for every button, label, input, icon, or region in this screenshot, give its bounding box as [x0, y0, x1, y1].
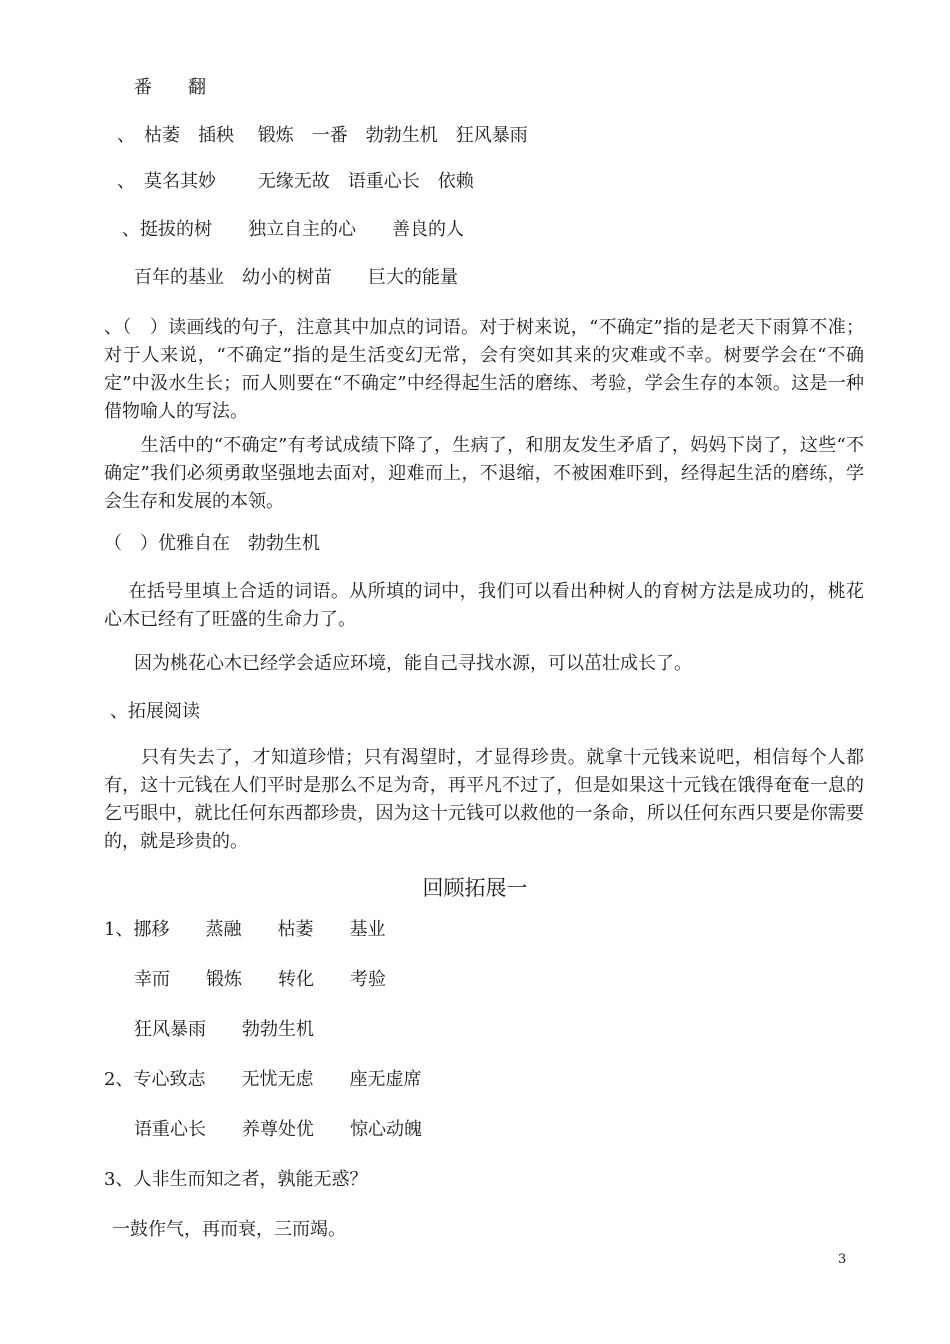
line-review-1: 1、挪移 蒸融 枯萎 基业 [104, 919, 386, 940]
line-phrases-2: 百年的基业 幼小的树苗 巨大的能量 [134, 267, 458, 288]
line-fan-fan: 番 翻 [134, 77, 206, 98]
paragraph-fill-brackets: 在括号里填上合适的词语。从所填的词中，我们可以看出种树人的育树方法是成功的，桃花心木已经有了旺盛的生命力了。 [104, 581, 864, 630]
line-review-2: 2、专心致志 无忧无虑 座无虚席 [104, 1069, 422, 1090]
line-vocab-1: 、 枯萎 插秧 锻炼 一番 勃勃生机 狂风暴雨 [117, 125, 528, 146]
line-review-3: 3、人非生而知之者，孰能无惑？ [104, 1169, 368, 1190]
line-phrases-1: 、挺拔的树 独立自主的心 善良的人 [122, 219, 464, 240]
line-vocab-2: 、 莫名其妙 无缘无故 语重心长 依赖 [117, 171, 474, 192]
page-number: 3 [838, 1252, 847, 1267]
paragraph-reading-analysis: 、（ ）读画线的句子，注意其中加点的词语。对于树来说，“不确定”指的是老天下雨算不准；对于人来说，“不确定”指的是生活变幻无常，会有突如其来的灾难或不幸。树要学会在“不确定”中汲水生长；而人则要在“不确定”中经得起生活的磨练、考验，学会生存的本领。这是一种借物喻人的写法。 [104, 317, 864, 422]
paragraph-uncertainty: 生活中的“不确定”有考试成绩下降了，生病了，和朋友发生矛盾了，妈妈下岗了，这些“不确定”我们必须勇敢坚强地去面对，迎难而上，不退缩，不被困难吓到，经得起生活的磨练，学会生存和发展的本领。 [104, 435, 864, 512]
line-review-2b: 语重心长 养尊处优 惊心动魄 [134, 1119, 422, 1140]
section-heading: 回顾拓展一 [422, 876, 528, 900]
line-extended-reading: 、拓展阅读 [110, 701, 200, 722]
line-review-1c: 狂风暴雨 勃勃生机 [134, 1019, 314, 1040]
line-review-3b: 一鼓作气，再而衰，三而竭。 [112, 1219, 346, 1240]
line-adapt: 因为桃花心木已经学会适应环境，能自己寻找水源，可以茁壮成长了。 [134, 653, 692, 674]
line-review-1b: 幸而 锻炼 转化 考验 [134, 969, 386, 990]
line-fill-words: （ ）优雅自在 勃勃生机 [104, 533, 320, 554]
paragraph-extended-reading: 只有失去了，才知道珍惜；只有渴望时，才显得珍贵。就拿十元钱来说吧，相信每个人都有，这十元钱在人们平时是那么不足为奇，再平凡不过了，但是如果这十元钱在饿得奄奄一息的乞丐眼中，就比任何东西都珍贵，因为这十元钱可以救他的一条命，所以任何东西只要是你需要的，就是珍贵的。 [104, 747, 864, 852]
